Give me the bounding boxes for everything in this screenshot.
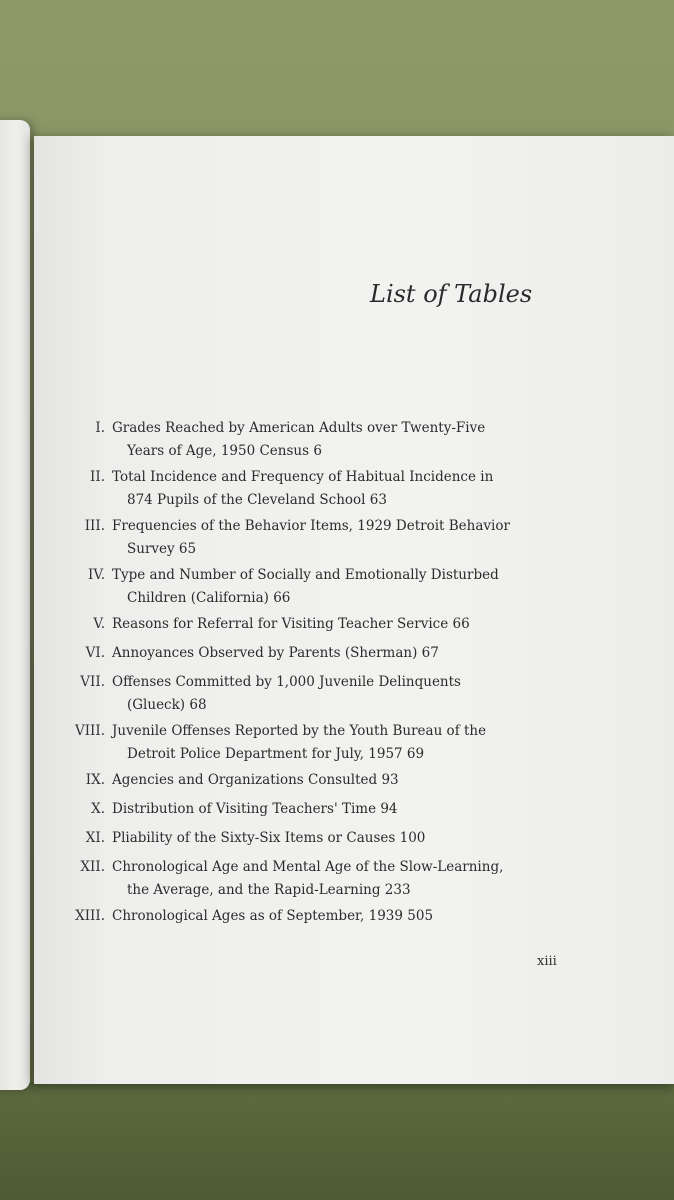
list-item — [0, 668, 674, 717]
table-title-line1: Juvenile Offenses Reported by the Youth Bureau of the — [112, 723, 487, 739]
table-number: VIII. — [74, 723, 105, 739]
list-item — [0, 610, 674, 639]
list-item — [0, 512, 674, 561]
list-item — [0, 902, 674, 931]
table-title-line1: Grades Reached by American Adults over Twenty-Five — [112, 420, 486, 436]
table-number: XI. — [85, 830, 105, 846]
list-item — [0, 561, 674, 610]
table-number: XII. — [80, 859, 105, 875]
page-title: List of Tables — [370, 280, 533, 308]
list-item — [0, 717, 674, 766]
table-title-line2: (Glueck) 68 — [127, 697, 207, 713]
table-title-line2: Years of Age, 1950 Census 6 — [127, 443, 322, 459]
table-number: IV. — [87, 567, 105, 583]
table-surface — [0, 1082, 674, 1200]
table-title-line2: 874 Pupils of the Cleveland School 63 — [127, 492, 387, 508]
table-number: II. — [90, 469, 105, 485]
list-item — [0, 639, 674, 668]
table-number: VII. — [80, 674, 105, 690]
table-title-line2: the Average, and the Rapid-Learning 233 — [127, 882, 411, 898]
list-item — [0, 414, 674, 463]
list-item — [0, 795, 674, 824]
table-number: X. — [91, 801, 105, 817]
page-number: xiii — [537, 954, 557, 969]
table-title-line1: Agencies and Organizations Consulted 93 — [112, 772, 399, 788]
table-number: IX. — [85, 772, 105, 788]
list-item — [0, 824, 674, 853]
table-title-line1: Total Incidence and Frequency of Habitual Incidence in — [112, 469, 494, 485]
list-item — [0, 463, 674, 512]
table-list — [0, 414, 674, 931]
table-title-line1: Reasons for Referral for Visiting Teacher Service 66 — [112, 616, 470, 632]
table-number: III. — [84, 518, 105, 534]
table-number: XIII. — [75, 908, 105, 924]
table-number: V. — [93, 616, 105, 632]
table-number: I. — [95, 420, 105, 436]
table-number: VI. — [85, 645, 105, 661]
table-title-line2: Children (California) 66 — [127, 590, 291, 606]
table-title-line1: Type and Number of Socially and Emotionally Disturbed — [112, 567, 499, 583]
table-title-line1: Pliability of the Sixty-Six Items or Causes 100 — [112, 830, 426, 846]
table-title-line1: Annoyances Observed by Parents (Sherman) 67 — [112, 645, 439, 661]
list-item — [0, 766, 674, 795]
table-title-line1: Frequencies of the Behavior Items, 1929 Detroit Behavior — [112, 518, 510, 534]
table-title-line1: Distribution of Visiting Teachers' Time 94 — [112, 801, 398, 817]
table-title-line2: Survey 65 — [127, 541, 197, 557]
list-item — [0, 853, 674, 902]
table-title-line1: Offenses Committed by 1,000 Juvenile Delinquents — [112, 674, 461, 690]
table-title-line1: Chronological Age and Mental Age of the Slow-Learning, — [112, 859, 504, 875]
table-title-line2: Detroit Police Department for July, 1957 69 — [127, 746, 425, 762]
table-title-line1: Chronological Ages as of September, 1939 505 — [112, 908, 434, 924]
